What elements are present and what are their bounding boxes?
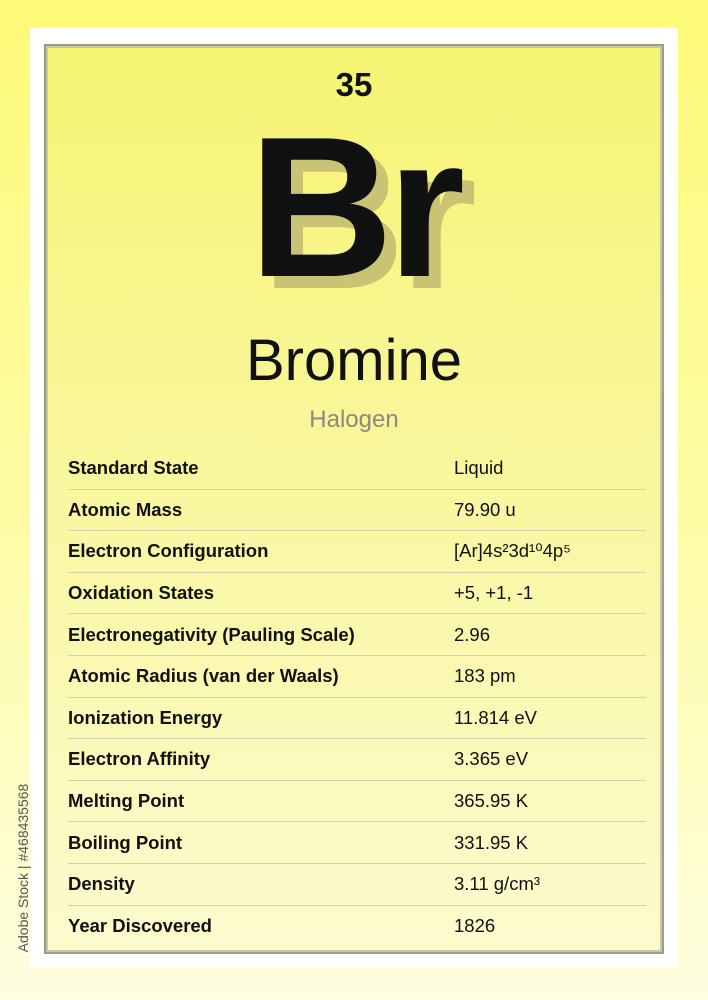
element-symbol: Br [248, 96, 460, 319]
watermark-text: Adobe Stock | #468435568 [15, 783, 31, 953]
property-value: 331.95 K [454, 831, 529, 853]
property-row [68, 864, 646, 906]
element-name: Bromine [246, 328, 462, 393]
property-row [68, 656, 646, 698]
property-row [68, 573, 646, 615]
property-label: Electron Configuration [68, 540, 269, 562]
atomic-number: 35 [335, 66, 373, 103]
stock-watermark [8, 760, 38, 980]
property-label: Ionization Energy [68, 706, 223, 728]
property-label: Electronegativity (Pauling Scale) [68, 623, 355, 645]
property-row [68, 739, 646, 781]
property-value: 3.365 eV [454, 748, 529, 770]
property-row [68, 490, 646, 532]
property-value: 79.90 u [454, 498, 516, 520]
property-row [68, 698, 646, 740]
property-row [68, 781, 646, 823]
property-value: 11.814 eV [454, 706, 537, 728]
property-value: 365.95 K [454, 790, 529, 812]
property-value: 1826 [454, 915, 496, 937]
property-row [68, 822, 646, 864]
property-label: Atomic Radius (van der Waals) [68, 665, 339, 687]
element-category: Halogen [309, 406, 399, 433]
property-label: Atomic Mass [68, 498, 183, 520]
property-row [68, 448, 646, 490]
property-label: Year Discovered [68, 915, 212, 937]
property-label: Oxidation States [68, 582, 214, 604]
property-value: 3.11 g/cm³ [454, 873, 541, 895]
properties-table [68, 448, 646, 947]
property-value: 183 pm [454, 665, 516, 687]
property-label: Melting Point [68, 790, 185, 812]
property-row [68, 531, 646, 573]
property-value: [Ar]4s²3d¹⁰4p⁵ [454, 540, 571, 562]
property-label: Density [68, 873, 135, 895]
property-label: Boiling Point [68, 831, 183, 853]
property-row [68, 906, 646, 948]
property-value: Liquid [454, 457, 504, 479]
property-value: +5, +1, -1 [454, 582, 534, 604]
property-label: Electron Affinity [68, 748, 211, 770]
property-value: 2.96 [454, 623, 491, 645]
property-row [68, 614, 646, 656]
property-label: Standard State [68, 457, 199, 479]
